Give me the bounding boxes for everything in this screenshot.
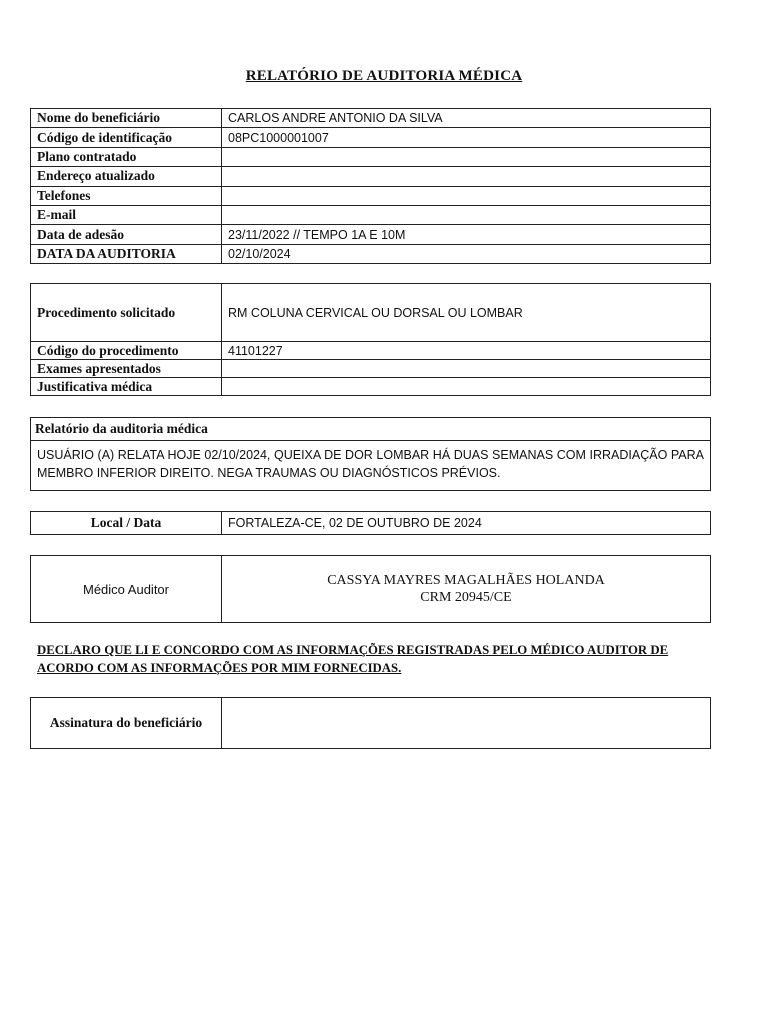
table-row: [31, 244, 711, 263]
signature-table: [30, 697, 711, 749]
beneficiary-table: [30, 108, 711, 264]
id-code-label: Código de identificação: [31, 128, 222, 147]
declaration-text: DECLARO QUE LI E CONCORDO COM AS INFORMAÇÕES REGISTRADAS PELO MÉDICO AUDITOR DE ACORDO COM AS INFORMAÇÕES POR MIM FORNECIDAS.: [37, 643, 669, 675]
page-title: RELATÓRIO DE AUDITORIA MÉDICA: [245, 68, 523, 84]
table-row: [31, 225, 711, 244]
audit-report-heading: Relatório da auditoria médica: [31, 418, 710, 441]
audit-date-label: DATA DA AUDITORIA: [31, 244, 222, 263]
table-row: [31, 378, 711, 396]
table-row: [31, 128, 711, 147]
local-date-table: [30, 511, 711, 535]
table-row: [31, 205, 711, 224]
procedure-code-label: Código do procedimento: [31, 342, 222, 360]
plan-label: Plano contratado: [31, 147, 222, 166]
auditor-label: Médico Auditor: [31, 556, 222, 623]
exams-value: [222, 360, 711, 378]
address-value: [222, 167, 711, 186]
id-code-value: 08PC1000001007: [222, 128, 711, 147]
table-row: [31, 360, 711, 378]
audit-report-text: USUÁRIO (A) RELATA HOJE 02/10/2024, QUEIXA DE DOR LOMBAR HÁ DUAS SEMANAS COM IRRADIAÇÃO PARA MEMBRO INFERIOR DIREITO. NEGA TRAUMAS OU DIAGNÓSTICOS PRÉVIOS.: [37, 448, 704, 480]
beneficiary-name-value: CARLOS ANDRE ANTONIO DA SILVA: [222, 109, 711, 128]
procedure-label: Procedimento solicitado: [31, 284, 222, 342]
local-date-label: Local / Data: [31, 512, 222, 535]
exams-label: Exames apresentados: [31, 360, 222, 378]
local-date-value: FORTALEZA-CE, 02 DE OUTUBRO DE 2024: [222, 512, 711, 535]
table-row: [31, 109, 711, 128]
signature-field[interactable]: [222, 698, 711, 749]
signature-label: Assinatura do beneficiário: [31, 698, 222, 749]
audit-date-value: 02/10/2024: [222, 244, 711, 263]
auditor-signature-cell: [222, 556, 711, 623]
auditor-crm: CRM 20945/CE: [420, 590, 512, 605]
adhesion-date-value: 23/11/2022 // TEMPO 1A E 10M: [222, 225, 711, 244]
table-row: [31, 512, 711, 535]
procedure-table: [30, 283, 711, 396]
procedure-value: RM COLUNA CERVICAL OU DORSAL OU LOMBAR: [222, 284, 711, 342]
phones-value: [222, 186, 711, 205]
table-row: [31, 556, 711, 623]
email-label: E-mail: [31, 205, 222, 224]
address-label: Endereço atualizado: [31, 167, 222, 186]
table-row: [31, 342, 711, 360]
table-row: [31, 284, 711, 342]
procedure-code-value: 41101227: [222, 342, 711, 360]
audit-report-box: [30, 417, 711, 491]
table-row: [31, 186, 711, 205]
auditor-table: [30, 555, 711, 623]
justification-value: [222, 378, 711, 396]
auditor-name: CASSYA MAYRES MAGALHÃES HOLANDA: [327, 573, 605, 588]
phones-label: Telefones: [31, 186, 222, 205]
table-row: [31, 147, 711, 166]
beneficiary-name-label: Nome do beneficiário: [31, 109, 222, 128]
adhesion-date-label: Data de adesão: [31, 225, 222, 244]
table-row: [31, 167, 711, 186]
email-value: [222, 205, 711, 224]
plan-value: [222, 147, 711, 166]
table-row: [31, 698, 711, 749]
justification-label: Justificativa médica: [31, 378, 222, 396]
